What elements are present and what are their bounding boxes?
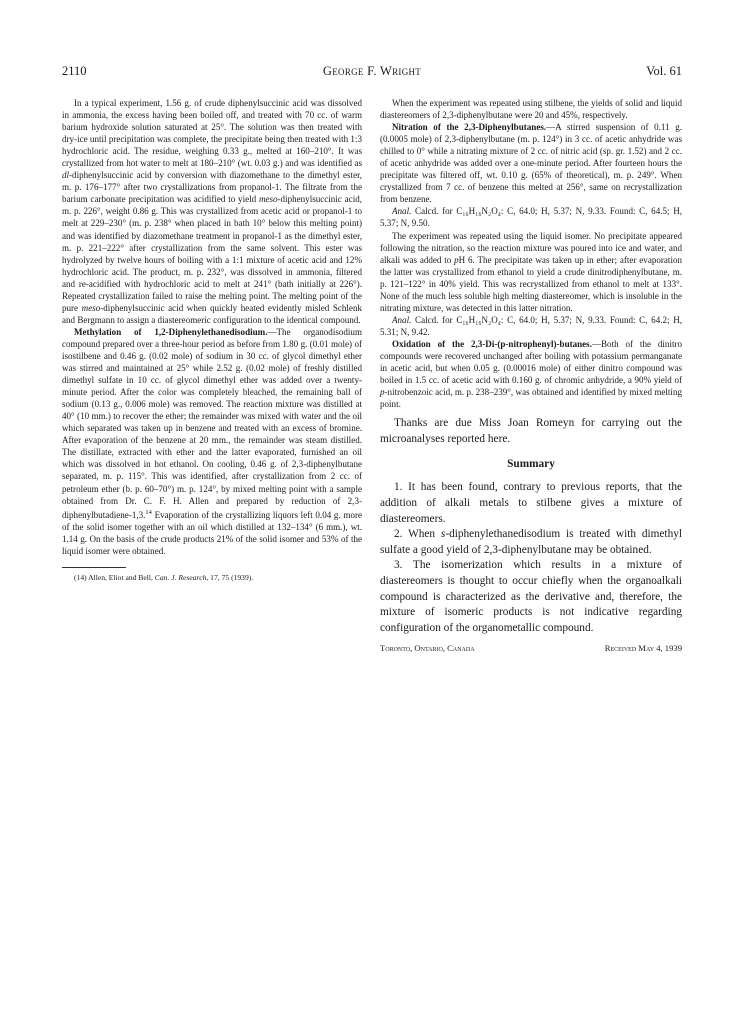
footnote: (14) Allen, Eliot and Bell, Can. J. Research, 17, 75 (1939).: [74, 572, 254, 582]
page-number: 2110: [62, 64, 87, 78]
liquid-isomer-paragraph: The experiment was repeated using the liquid isomer. No precipitate appeared following the nitration, so the reaction mixture was poured into ice and water, and alkali was added to pH 6. The precipitate was taken up in ether; after evaporation the latter was crystallized from ethanol to yield a crude dinitrodiphenylbutane, m. p. 121–122° in 40% yield. This was recrystallized from ethanol to melt at 133°. None of the much less soluble high melting diastereomer, which is insoluble in the nitrating mixture, was detected in this latter nitration.: [380, 230, 682, 313]
page-header: [62, 64, 682, 82]
section-heading-oxidation: Oxidation of the 2,3-Di-(p-nitrophenyl)-butanes.: [392, 338, 592, 349]
nitration-paragraph: Nitration of the 2,3-Diphenylbutanes.—A stirred suspension of 0.11 g. (0.0005 mole) of 2,3-diphenylbutane (m. p. 124°) in 3 cc. of acetic anhydride was chilled to 0° while a nitrating mixture of 2 cc. of nitric acid (sp. gr. 1.52) and 2 cc. of acetic anhydride was added over a one-minute period. After fourteen hours the precipitate was filtered off, wt. 0.10 g. (65% of theoretical), m. p. 249°. When crystallized from 7 cc. of benzene this melted at 256°, same on recrystallization from benzene.: [380, 122, 682, 205]
oxidation-paragraph: Oxidation of the 2,3-Di-(p-nitrophenyl)-butanes.—Both of the dinitro compounds were recovered unchanged after boiling with potassium permanganate in acetic acid, but when 0.05 g. (0.00016 mole) of either dinitro compound was boiled in 1.5 cc. of acetic acid with 0.160 g. of chromic anhydride, a 90% yield of p-nitrobenzoic acid, m. p. 238–239°, was obtained and identified by mixed melting point.: [380, 338, 683, 410]
volume-number: Vol. 61: [646, 64, 682, 78]
received-date: Received May 4, 1939: [604, 643, 682, 654]
signoff: [380, 642, 682, 654]
section-heading-nitration: Nitration of the 2,3-Diphenylbutanes.: [392, 122, 547, 133]
running-head-author: George F. Wright: [322, 64, 422, 78]
methylation-paragraph: Methylation of 1,2-Diphenylethanedisodium.—The organodisodium compound prepared over a three-hour period as before from 1.80 g. (0.01 mole) of isostilbene and 0.46 g. (0.02 mole) of sodium in 30 cc. of glycol dimethyl ether was stirred and maintained at 25° while 2.52 g. (0.02 mole) of freshly distilled dimethyl sulfate in 10 cc. of glycol dimethyl ether was added over a twenty-minute period. After the color was completely bleached, the remaining ball of sodium (0.13 g., 0.006 mole) was removed. The reaction mixture was distilled at 40° (10 mm.) to recover the ether; the remainder was mixed with water and the oil which separated was taken up in benzene and treated with an excess of bromine. After evaporation of the benzene at 20 mm., the remainder was steam distilled. The distillate, extracted with ether and the latter evaporated, furnished an oil which was dissolved in hot ethanol. On cooling, 0.46 g. of 2,3-diphenylbutane separated, m. p. 115°. This was identified, after crystallization from 2 cc. of petroleum ether (b. p. 60–70°) m. p. 124°, by mixed melting point with a sample obtained from Dr. C. F. H. Allen and prepared by reduction of 2,3-diphenylbutadiene-1,3.14 Evaporation of the crystallizing liquors left 0.04 g. more of the solid isomer together with an oil which distilled at 132–134° (6 mm.), wt. 1.14 g. On the basis of the crude products 21% of the solid isomer and 53% of the liquid isomer were obtained.: [62, 326, 362, 556]
summary-point-2: 2. When s-diphenylethanedisodium is treated with dimethyl sulfate a good yield of 2,3-diphenylbutane may be obtained.: [380, 528, 683, 556]
analysis-2: Anal. Calcd. for C₁₆H₁₆N₂O₄: C, 64.0; H, 5.37; N, 9.33. Found: C, 64.2; H, 5.31; N, 9.42.: [380, 314, 682, 337]
summary-point-1: 1. It has been found, contrary to previous reports, that the addition of alkali metals to stilbene gives a mixture of diastereomers.: [380, 481, 682, 525]
experiment-paragraph: In a typical experiment, 1.56 g. of crude diphenylsuccinic acid was dissolved in ammonia, the excess having been boiled off, and treated with 70 cc. of warm barium hydroxide solution saturated at 25°. The solution was then treated with dry-ice until precipitation was complete, the precipitate being then treated with 1:3 hydrochloric acid. The residue, weighing 0.33 g., melted at 160–210°. It was crystallized from hot water to melt at 180–210° (wt. 0.03 g.) and was identified as dl-diphenylsuccinic acid by conversion with diazomethane to the dimethyl ester, m. p. 176–177° after two crystallizations from propanol-1. The filtrate from the barium carbonate precipitation was acidified to yield meso-diphenylsuccinic acid, m. p. 226°, weight 0.86 g. This was crystallized from acetic acid or propanol-1 to melt at 229–230° (m. p. 238° when placed in bath 10° below this melting point) and was identified by diazomethane treatment in propanol-1 as the dimethyl ester, m. p. 221–222° after crystallization from the same solvent. This ester was hydrolyzed by twelve hours of boiling with a 1:1 mixture of acetic acid and 12% hydrochloric acid. The product, m. p. 232°, was dissolved in ammonia, filtered and re-acidified with hydrochloric acid to melt at 241° (bath initially at 226°). Repeated crystallization failed to raise the melting point. The melting point of the pure meso-diphenylsuccinic acid when quickly heated evidently misled Schlenk and Bergmann to assign a diastereomeric configuration to the identical compound.: [62, 98, 362, 325]
section-heading-methylation: Methylation of 1,2-Diphenylethanedisodium.: [74, 326, 268, 337]
author-location: Toronto, Ontario, Canada: [380, 643, 475, 654]
stilbene-paragraph: When the experiment was repeated using stilbene, the yields of solid and liquid diastereomers of 2,3-diphenylbutane were 20 and 45%, respectively.: [380, 98, 682, 121]
footnote-ref: 14: [145, 508, 152, 516]
left-column: [62, 97, 362, 583]
analysis-1: Anal. Calcd. for C₁₆H₁₆N₂O₄: C, 64.0; H, 5.37; N, 9.33. Found: C, 64.5; H, 5.37; N, 9.50.: [380, 206, 682, 229]
footnote-divider: [62, 567, 126, 568]
acknowledgement: Thanks are due Miss Joan Romeyn for carrying out the microanalyses reported here.: [380, 417, 682, 445]
summary-heading: Summary: [507, 458, 555, 471]
summary-point-3: 3. The isomerization which results in a mixture of diastereomers is thought to occur chiefly when the organoalkali compound is characterized as the derivative and, therefore, the mixture of isomeric products is not indicative regarding configuration of the organometallic compound.: [380, 559, 682, 634]
right-column: [380, 97, 682, 654]
